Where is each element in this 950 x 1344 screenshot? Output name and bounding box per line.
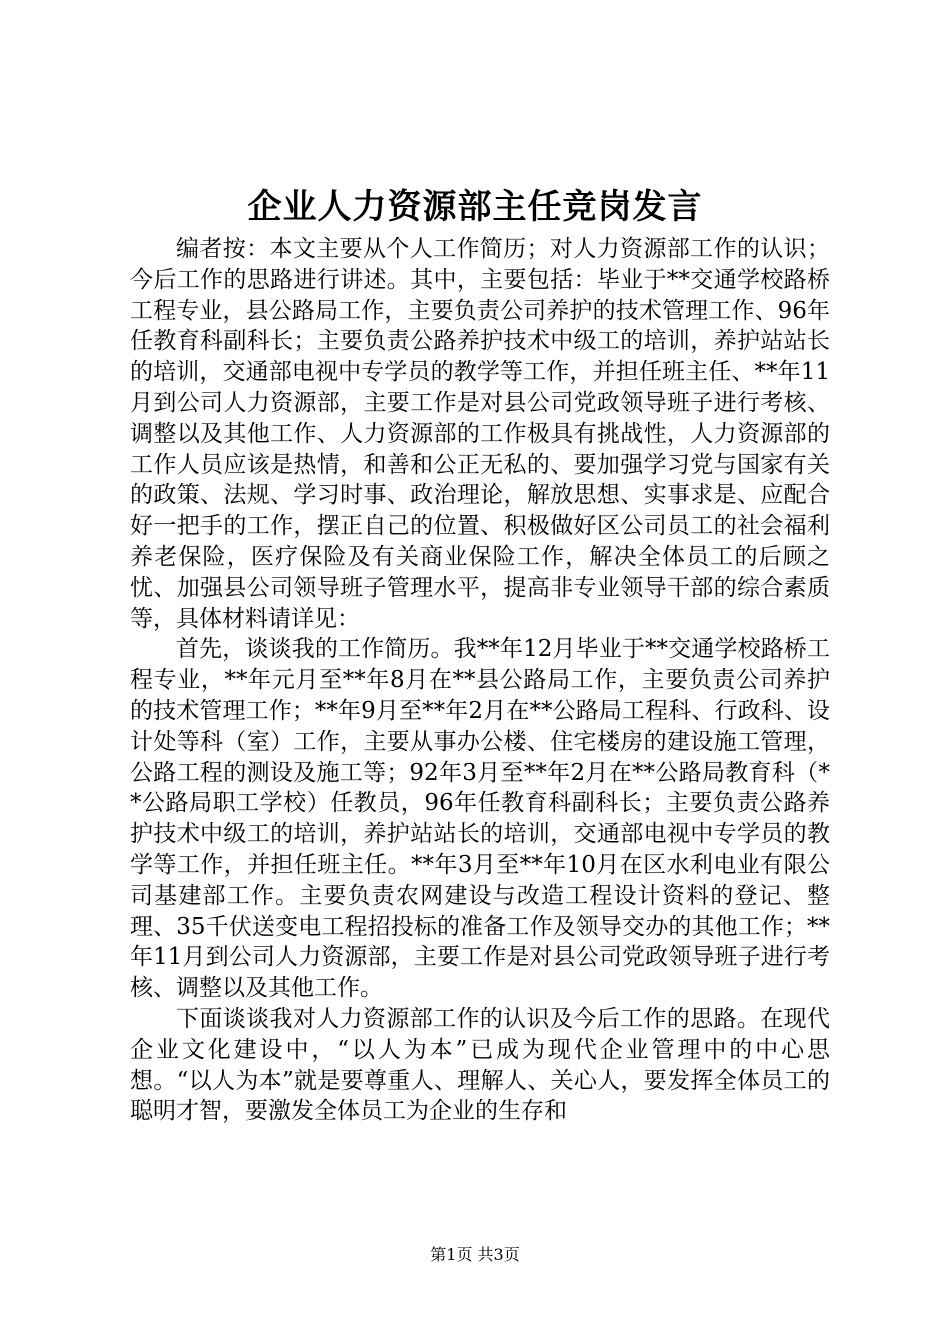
- document-body: [130, 234, 830, 1127]
- page-footer: 第1页 共3页: [430, 1245, 520, 1264]
- paragraph-editor-note: 编者按：本文主要从个人工作简历；对人力资源部工作的认识；今后工作的思路进行讲述。其中，主要包括：毕业于**交通学校路桥工程专业，县公路局工作，主要负责公司养护的技术管理工作、96年任教育科副科长；主要负责公路养护技术中级工的培训，养护站站长的培训，交通部电视中专学员的教学等工作，并担任班主任、**年11月到公司人力资源部，主要工作是对县公司党政领导班子进行考核、调整以及其他工作、人力资源部的工作极具有挑战性，人力资源部的工作人员应该是热情，和善和公正无私的、要加强学习党与国家有关的政策、法规、学习时事、政治理论，解放思想、实事求是、应配合好一把手的工作，摆正自己的位置、积极做好区公司员工的社会福利养老保险，医疗保险及有关商业保险工作，解决全体员工的后顾之忧、加强县公司领导班子管理水平，提高非专业领导干部的综合素质等，具体材料请详见：: [130, 236, 830, 632]
- paragraph-understanding: 下面谈谈我对人力资源部工作的认识及今后工作的思路。在现代企业文化建设中，“以人为本”已成为现代企业管理中的中心思想。“以人为本”就是要尊重人、理解人、关心人，要发挥全体员工的聪明才智，要激发全体员工为企业的生存和: [130, 1005, 830, 1125]
- paragraph-work-history: 首先，谈谈我的工作简历。我**年12月毕业于**交通学校路桥工程专业，**年元月至**年8月在**县公路局工作，主要负责公司养护的技术管理工作；**年9月至**年2月在**公路局工程科、行政科、设计处等科（室）工作，主要从事办公楼、住宅楼房的建设施工管理，公路工程的测设及施工等；92年3月至**年2月在**公路局教育科（**公路局职工学校）任教员，96年任教育科副科长；主要负责公路养护技术中级工的培训，养护站站长的培训，交通部电视中专学员的教学等工作，并担任班主任。**年3月至**年10月在区水利电业有限公司基建部工作。主要负责农网建设与改造工程设计资料的登记、整理、35千伏送变电工程招投标的准备工作及领导交办的其他工作；**年11月到公司人力资源部，主要工作是对县公司党政领导班子进行考核、调整以及其他工作。: [130, 636, 830, 1002]
- document-title: 企业人力资源部主任竞岗发言: [247, 187, 703, 227]
